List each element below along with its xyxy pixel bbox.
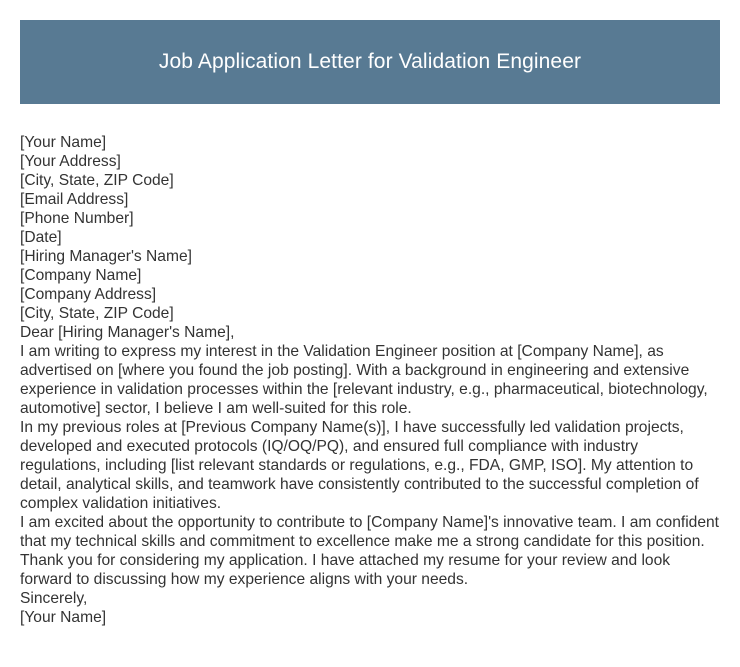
letter-date: [Date] xyxy=(20,229,62,246)
recipient-address: [Company Address] xyxy=(20,286,157,303)
page-title: Job Application Letter for Validation Engineer xyxy=(158,50,582,73)
recipient-city-state-zip: [City, State, ZIP Code] xyxy=(20,305,174,322)
sender-address: [Your Address] xyxy=(20,153,121,170)
title-banner xyxy=(20,20,720,104)
sender-name: [Your Name] xyxy=(20,134,107,151)
sender-phone: [Phone Number] xyxy=(20,210,134,227)
signature: [Your Name] xyxy=(20,609,107,626)
paragraph-experience: In my previous roles at [Previous Company Name(s)], I have successfully led validation projects, developed and executed protocols (IQ/OQ/PQ), and ensured full compliance with industry regulations, including [list relevant standards or regulations, e.g., FDA, GMP, ISO]. My attention to detail, analytical skills, and teamwork have consistently contributed to the successful completion of complex validation initiatives. xyxy=(20,419,704,512)
paragraph-thanks: Thank you for considering my application. I have attached my resume for your review and look forward to discussing how my experience aligns with your needs. xyxy=(20,552,675,588)
sender-block xyxy=(20,133,720,247)
recipient-block xyxy=(20,247,720,323)
sender-email: [Email Address] xyxy=(20,191,129,208)
recipient-company: [Company Name] xyxy=(20,267,142,284)
salutation: Dear [Hiring Manager's Name], xyxy=(20,324,235,341)
paragraph-motivation: I am excited about the opportunity to contribute to [Company Name]'s innovative team. I am confident that my technical skills and commitment to excellence make me a strong candidate for this position. xyxy=(20,514,724,550)
letter-body xyxy=(20,133,724,627)
sender-city-state-zip: [City, State, ZIP Code] xyxy=(20,172,174,189)
recipient-manager: [Hiring Manager's Name] xyxy=(20,248,192,265)
paragraph-intro: I am writing to express my interest in the Validation Engineer position at [Company Name], as advertised on [where you found the job posting]. With a background in engineering and extensive experience in validation processes within the [relevant industry, e.g., pharmaceutical, biotechnology, automotive] sector, I believe I am well-suited for this role. xyxy=(20,343,713,417)
closing: Sincerely, xyxy=(20,590,88,607)
